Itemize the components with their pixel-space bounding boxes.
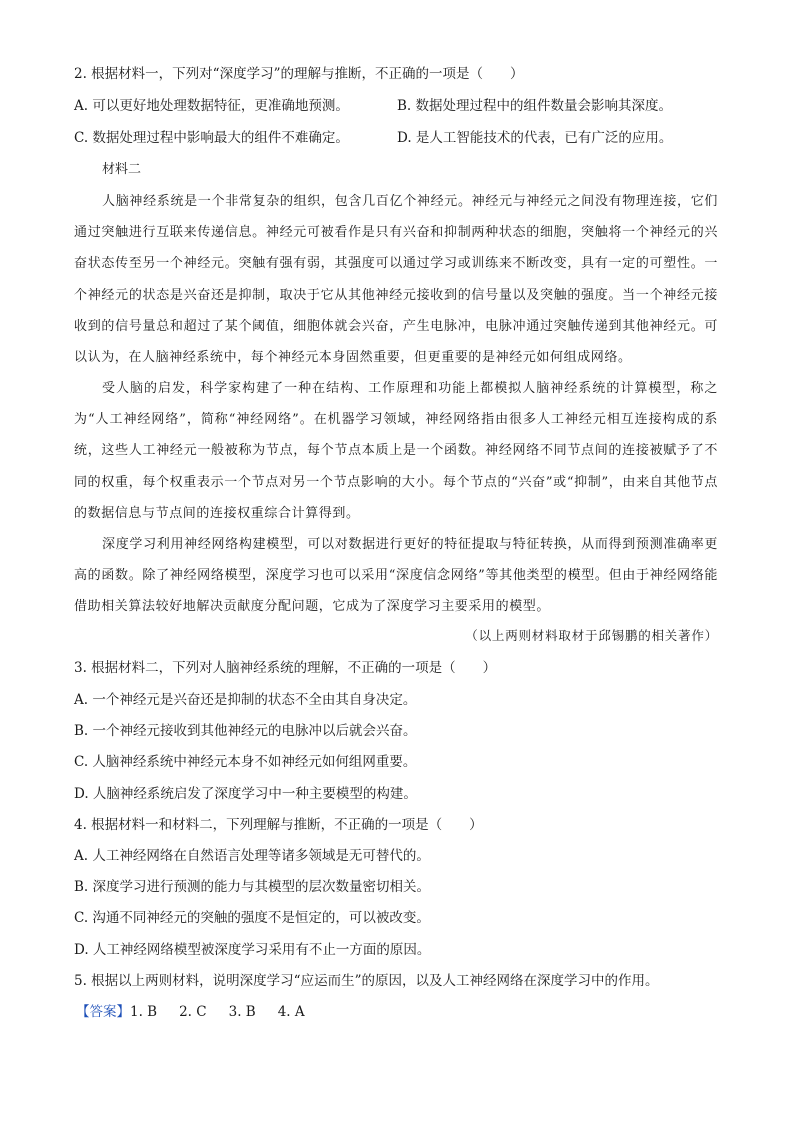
- material2-title: 材料二: [102, 162, 142, 177]
- q3-option-b: B. 一个神经元接收到其他神经元的电脉冲以后就会兴奋。: [74, 723, 417, 739]
- material-source-note: （以上两则材料取材于邱锡鹏的相关著作）: [465, 628, 718, 643]
- answer-item-3: 3. B: [228, 1004, 256, 1020]
- material2-paragraph-2: 受人脑的启发，科学家构建了一种在结构、工作原理和功能上都模拟人脑神经系统的计算模型，称之为“人工神经网络”，简称“神经网络”。在机器学习领域，神经网络指由很多人工神经元相互连接构成的系统，这些人工神经元一般被称为节点，每个节点本质上是一个函数。神经网络不同节点间的连接被赋予了不同的权重，每个权重表示一个节点对另一个节点影响的大小。每个节点的“兴奋”或“抑制”，由来自其他节点的数据信息与节点间的连接权重综合计算得到。: [74, 381, 718, 521]
- answer-line: [76, 1002, 305, 1022]
- q4-option-d: D. 人工神经网络模型被深度学习采用有不止一方面的原因。: [74, 942, 431, 958]
- answer-item-1: 1. B: [130, 1004, 158, 1020]
- q2-option-a: A. 可以更好地处理数据特征，更准确地预测。: [74, 98, 349, 114]
- material2-paragraph-1: 人脑神经系统是一个非常复杂的组织，包含几百亿个神经元。神经元与神经元之间没有物理连接，它们通过突触进行互联来传递信息。神经元可被看作是只有兴奋和抑制两种状态的细胞，突触将一个神经元的兴奋状态传至另一个神经元。突触有强有弱，其强度可以通过学习或训练来不断改变，具有一定的可塑性。一个神经元的状态是兴奋还是抑制，取决于它从其他神经元接收到的信号量以及突触的强度。当一个神经元接收到的信号量总和超过了某个阈值，细胞体就会兴奋，产生电脉冲，电脉冲通过突触传递到其他神经元。可以认为，在人脑神经系统中，每个神经元本身固然重要，但更重要的是神经元如何组成网络。: [74, 194, 718, 366]
- answer-item-2: 2. C: [179, 1004, 207, 1020]
- q3-option-d: D. 人脑神经系统启发了深度学习中一种主要模型的构建。: [74, 786, 417, 802]
- q4-option-a: A. 人工神经网络在自然语言处理等诸多领域是无可替代的。: [74, 848, 430, 864]
- q2-option-c: C. 数据处理过程中影响最大的组件不难确定。: [74, 130, 349, 146]
- q3-option-c: C. 人脑神经系统中神经元本身不如神经元如何组网重要。: [74, 754, 417, 770]
- q4-option-b: B. 深度学习进行预测的能力与其模型的层次数量密切相关。: [74, 879, 431, 895]
- material2-paragraph-3: 深度学习利用神经网络构建模型，可以对数据进行更好的特征提取与特征转换，从而得到预测准确率更高的函数。除了神经网络模型，深度学习也可以采用“深度信念网络”等其他类型的模型。但由于神经网络能借助相关算法较好地解决贡献度分配问题，它成为了深度学习主要采用的模型。: [74, 537, 718, 615]
- answer-item-4: 4. A: [277, 1004, 305, 1020]
- q2-option-d: D. 是人工智能技术的代表，已有广泛的应用。: [397, 130, 673, 146]
- q4-stem: 4. 根据材料一和材料二，下列理解与推断，不正确的一项是（ ）: [74, 817, 483, 833]
- q5-stem: 5. 根据以上两则材料，说明深度学习“应运而生”的原因，以及人工神经网络在深度学习中的作用。: [74, 973, 659, 989]
- answer-tag: 【答案】: [76, 1004, 130, 1020]
- q4-option-c: C. 沟通不同神经元的突触的强度不是恒定的，可以被改变。: [74, 910, 430, 926]
- q3-option-a: A. 一个神经元是兴奋还是抑制的状态不全由其自身决定。: [74, 692, 417, 708]
- q2-option-b: B. 数据处理过程中的组件数量会影响其深度。: [397, 98, 673, 114]
- q3-stem: 3. 根据材料二，下列对人脑神经系统的理解，不正确的一项是（ ）: [74, 660, 497, 676]
- q2-stem: 2. 根据材料一，下列对“深度学习”的理解与推断，不正确的一项是（ ）: [74, 66, 524, 82]
